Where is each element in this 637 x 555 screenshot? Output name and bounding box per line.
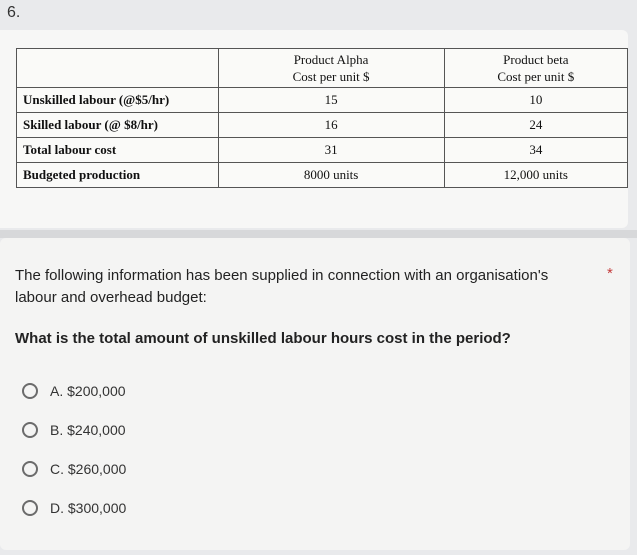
header-product-beta bbox=[444, 49, 627, 88]
table-header-empty bbox=[17, 49, 219, 88]
required-asterisk: * bbox=[607, 265, 613, 282]
row-beta-value: 24 bbox=[444, 113, 627, 138]
option-label: D. $300,000 bbox=[50, 500, 127, 516]
option-a[interactable] bbox=[22, 383, 126, 399]
option-label: C. $260,000 bbox=[50, 461, 127, 477]
option-c[interactable] bbox=[22, 461, 126, 477]
row-beta-value: 10 bbox=[444, 88, 627, 113]
row-label: Budgeted production bbox=[17, 163, 219, 188]
option-d[interactable] bbox=[22, 500, 126, 516]
row-beta-value: 34 bbox=[444, 138, 627, 163]
header-beta-title: Product beta bbox=[503, 52, 569, 67]
row-label: Total labour cost bbox=[17, 138, 219, 163]
row-label: Unskilled labour (@$5/hr) bbox=[17, 88, 219, 113]
row-alpha-value: 31 bbox=[218, 138, 444, 163]
header-product-alpha bbox=[218, 49, 444, 88]
radio-button[interactable] bbox=[22, 383, 38, 399]
table-image-card bbox=[0, 30, 628, 228]
question-text: What is the total amount of unskilled labour hours cost in the period? bbox=[15, 330, 511, 347]
question-card bbox=[0, 238, 630, 550]
row-alpha-value: 16 bbox=[218, 113, 444, 138]
row-alpha-value: 15 bbox=[218, 88, 444, 113]
option-b[interactable] bbox=[22, 422, 126, 438]
section-divider bbox=[0, 230, 637, 238]
radio-button[interactable] bbox=[22, 461, 38, 477]
row-beta-value: 12,000 units bbox=[444, 163, 627, 188]
question-intro: The following information has been supplied in connection with an organisation's labour and overhead budget: bbox=[15, 267, 549, 306]
header-alpha-subtitle: Cost per unit $ bbox=[292, 69, 370, 84]
row-label: Skilled labour (@ $8/hr) bbox=[17, 113, 219, 138]
radio-button[interactable] bbox=[22, 422, 38, 438]
header-alpha-title: Product Alpha bbox=[293, 52, 369, 67]
radio-button[interactable] bbox=[22, 500, 38, 516]
header-beta-subtitle: Cost per unit $ bbox=[497, 69, 575, 84]
question-number: 6. bbox=[7, 4, 21, 21]
option-label: B. $240,000 bbox=[50, 422, 126, 438]
option-label: A. $200,000 bbox=[50, 383, 126, 399]
table-row bbox=[17, 113, 628, 138]
table-row bbox=[17, 88, 628, 113]
table-row bbox=[17, 138, 628, 163]
table-row bbox=[17, 163, 628, 188]
row-alpha-value: 8000 units bbox=[218, 163, 444, 188]
budget-table bbox=[16, 48, 628, 188]
table-header-row bbox=[17, 49, 628, 88]
